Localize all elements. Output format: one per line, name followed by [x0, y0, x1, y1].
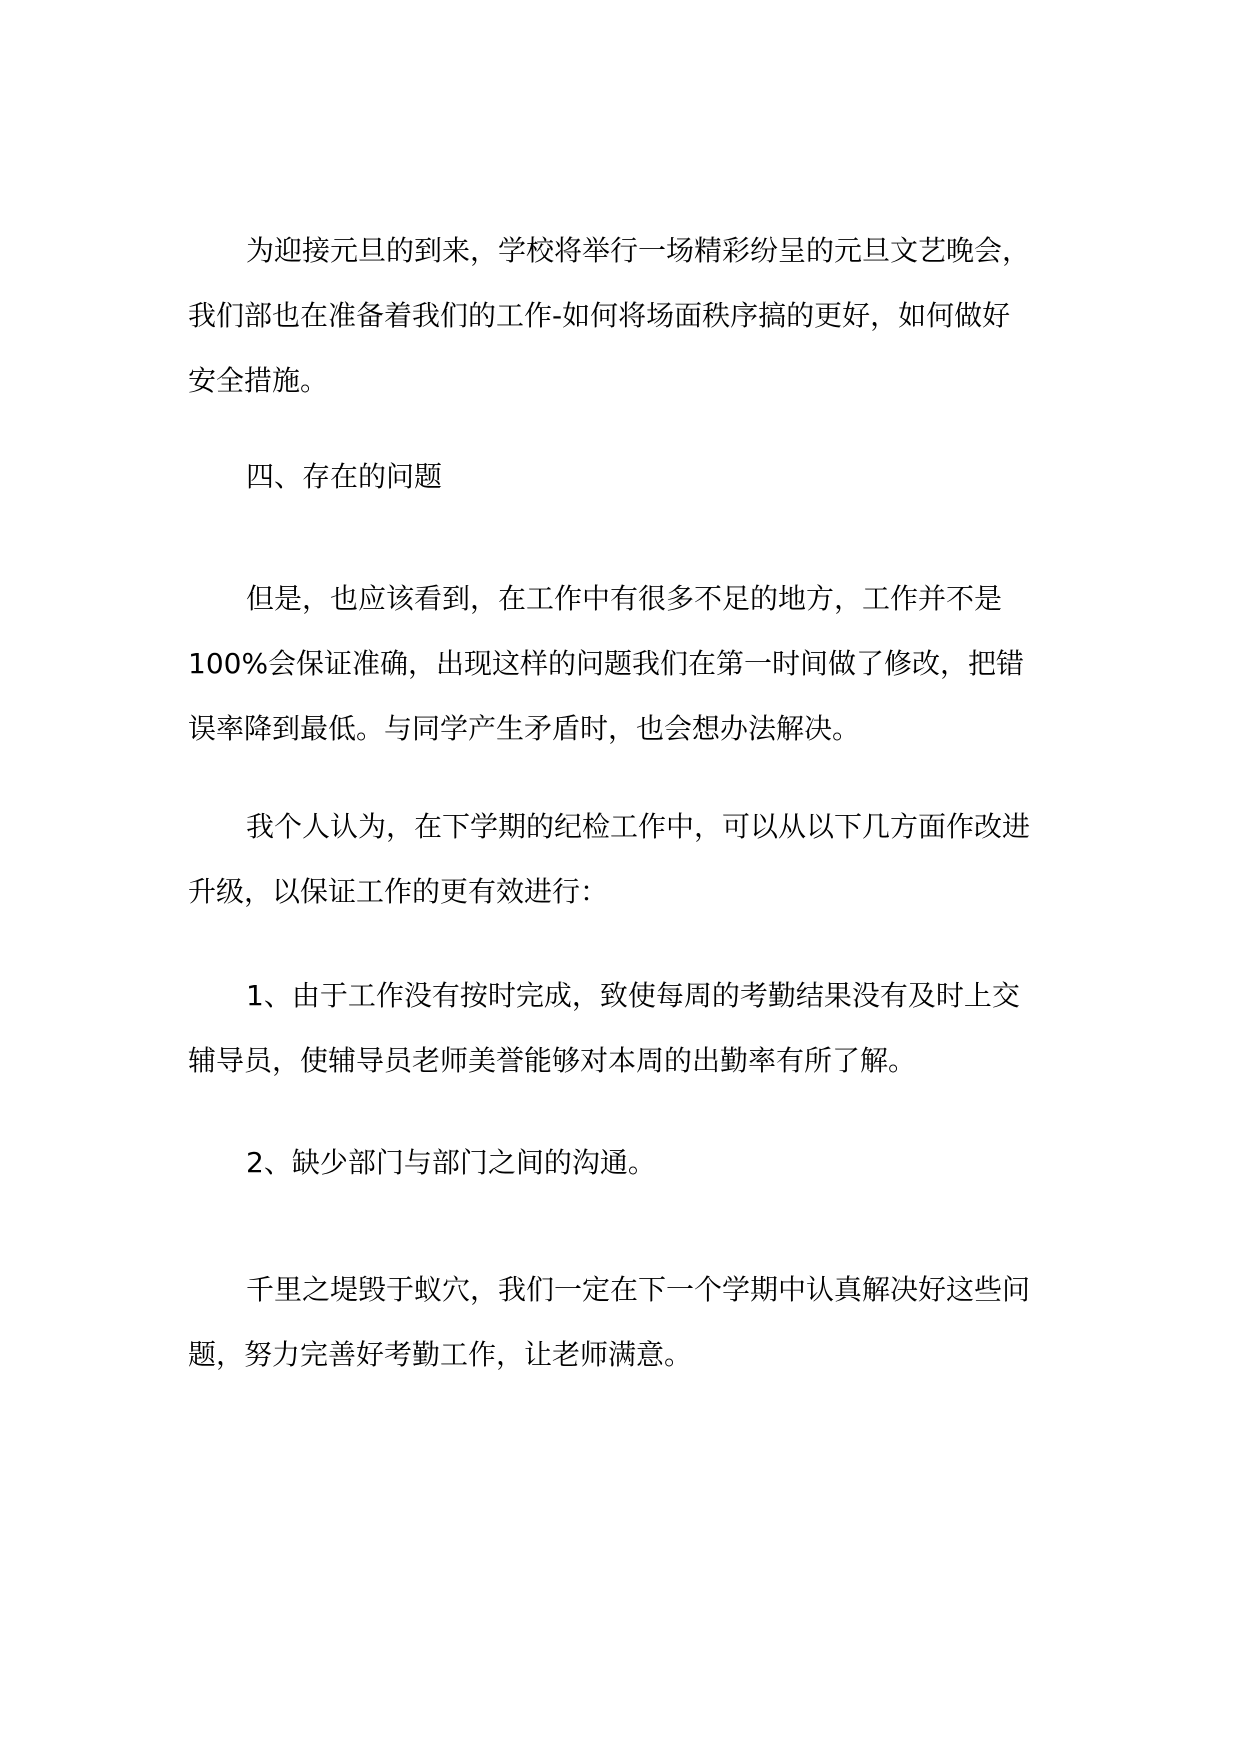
- text-line: 1、由于工作没有按时完成，致使每周的考勤结果没有及时上交: [246, 979, 1020, 1012]
- section-heading-problems: [188, 444, 1070, 509]
- paragraph-new-year-preparation: [188, 218, 1070, 413]
- text-line: 但是，也应该看到，在工作中有很多不足的地方，工作并不是: [246, 582, 1003, 615]
- text-line: 100%会保证准确，出现这样的问题我们在第一时间做了修改，把错: [188, 647, 1025, 680]
- paragraph-shortcomings: [188, 566, 1070, 761]
- text-line: 为迎接元旦的到来，学校将举行一场精彩纷呈的元旦文艺晚会，: [246, 234, 1031, 267]
- text-line: 2、缺少部门与部门之间的沟通。: [246, 1146, 656, 1179]
- text-line: 我个人认为，在下学期的纪检工作中，可以从以下几方面作改进: [246, 810, 1031, 843]
- list-item-1: [188, 963, 1070, 1093]
- text-line: 辅导员，使辅导员老师美誉能够对本周的出勤率有所了解。: [188, 1044, 917, 1077]
- text-line: 安全措施。: [188, 364, 329, 397]
- list-item-2: [188, 1130, 1070, 1195]
- paragraph-improvement-intro: [188, 794, 1070, 924]
- text-line: 误率降到最低。与同学产生矛盾时，也会想办法解决。: [188, 712, 861, 745]
- text-line: 题，努力完善好考勤工作，让老师满意。: [188, 1338, 693, 1371]
- text-line: 升级，以保证工作的更有效进行：: [188, 875, 609, 908]
- text-line: 我们部也在准备着我们的工作-如何将场面秩序搞的更好，如何做好: [188, 299, 1011, 332]
- heading-text: 四、存在的问题: [246, 460, 443, 493]
- text-line: 千里之堤毁于蚁穴，我们一定在下一个学期中认真解决好这些问: [246, 1273, 1031, 1306]
- paragraph-conclusion: [188, 1257, 1070, 1387]
